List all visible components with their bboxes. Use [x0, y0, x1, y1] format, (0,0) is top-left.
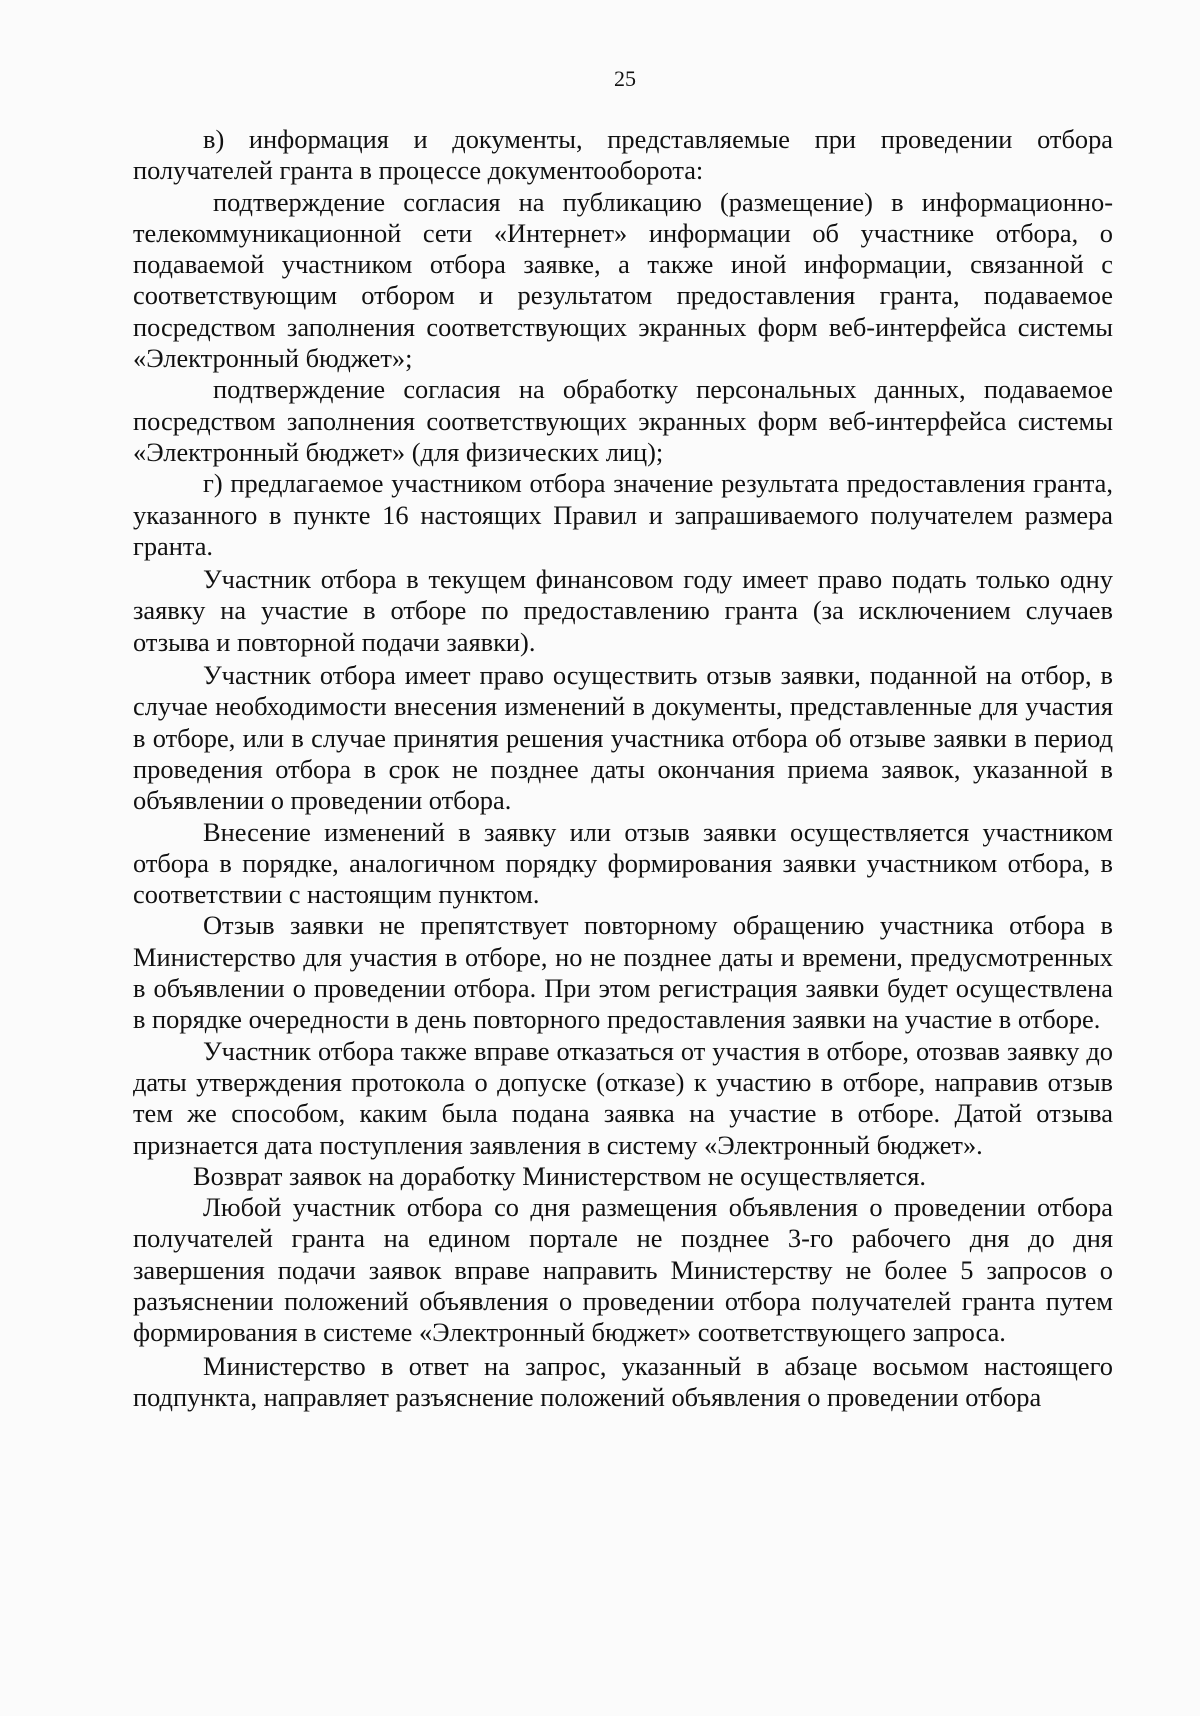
paragraph-single-application: Участник отбора в текущем финансовом году имеет право подать только одну заявку на участие в отборе по предоставлению гранта (за исключением случаев отзыва и повторной подачи заявки).: [133, 564, 1113, 657]
paragraph-changes: Внесение изменений в заявку или отзыв заявки осуществляется участником отбора в порядке, аналогичном порядку формирования заявки участником отбора, в соответствии с настоящим пунктом.: [133, 816, 1113, 910]
document-body: [133, 124, 1113, 1413]
paragraph-reapplication: Отзыв заявки не препятствует повторному обращению участника отбора в Министерство для участия в отборе, но не позднее даты и времени, предусмотренных в объявлении о проведении отбора. При этом регистрация заявки будет осуществлена в порядке очередности в день повторного предоставления заявки на участие в отборе.: [133, 910, 1113, 1035]
paragraph-no-return: Возврат заявок на доработку Министерством не осуществляется.: [193, 1160, 926, 1191]
paragraph-withdrawal-right: Участник отбора имеет право осуществить отзыв заявки, поданной на отбор, в случае необходимости внесения изменений в документы, представленные для участия в отборе, или в случае принятия решения участника отбора об отзыве заявки в период проведения отбора в срок не позднее даты окончания приема заявок, указанной в объявлении о проведении отбора.: [133, 660, 1113, 816]
paragraph-subitem-v: в) информация и документы, представляемые при проведении отбора получателей гранта в процессе документооборота:: [133, 124, 1113, 186]
paragraph-consent-personal-data: подтверждение согласия на обработку персональных данных, подаваемое посредством заполнения соответствующих экранных форм веб-интерфейса системы «Электронный бюджет» (для физических лиц);: [133, 374, 1113, 467]
paragraph-ministry-response: Министерство в ответ на запрос, указанный в абзаце восьмом настоящего подпункта, направляет разъяснение положений объявления о проведении отбора: [133, 1350, 1113, 1412]
paragraph-consent-publication: подтверждение согласия на публикацию (размещение) в информационно-телекоммуникационной сети «Интернет» информации об участнике отбора, о подаваемой участником отбора заявке, а также иной информации, связанной с соответствующим отбором и результатом предоставления гранта, подаваемое посредством заполнения соответствующих экранных форм веб-интерфейса системы «Электронный бюджет»;: [133, 186, 1113, 374]
page-number: 25: [614, 66, 636, 91]
paragraph-clarification-requests: Любой участник отбора со дня размещения объявления о проведении отбора получателей гранта на едином портале не позднее 3-го рабочего дня до дня завершения подачи заявок вправе направить Министерству не более 5 запросов о разъяснении положений объявления о проведении отбора получателей гранта путем формирования в системе «Электронный бюджет» соответствующего запроса.: [133, 1192, 1113, 1348]
paragraph-subitem-g: г) предлагаемое участником отбора значение результата предоставления гранта, указанного в пункте 16 настоящих Правил и запрашиваемого получателем размера гранта.: [133, 468, 1113, 561]
paragraph-refusal: Участник отбора также вправе отказаться от участия в отборе, отозвав заявку до даты утверждения протокола о допуске (отказе) к участию в отборе, направив отзыв тем же способом, каким была подана заявка на участие в отборе. Датой отзыва признается дата поступления заявления в систему «Электронный бюджет».: [133, 1035, 1113, 1160]
